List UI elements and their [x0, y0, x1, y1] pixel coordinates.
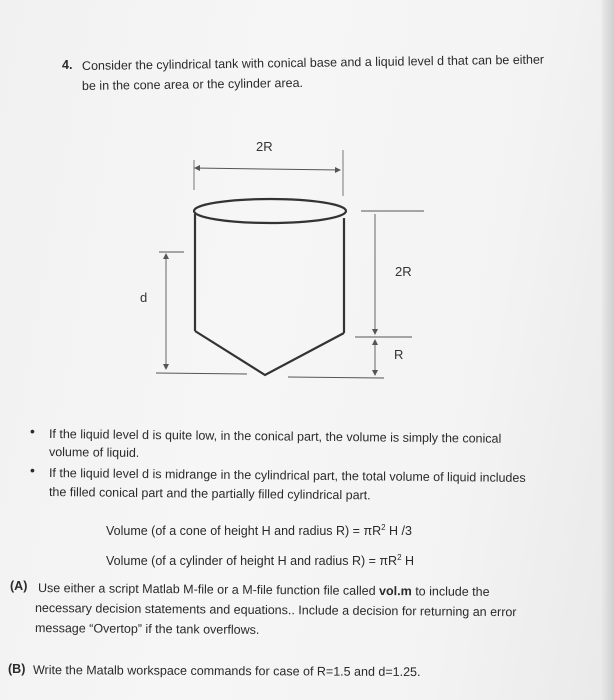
- d-bottom-extension: [156, 373, 247, 374]
- tank-cone: [195, 331, 344, 375]
- bullet-1-line-2: volume of liquid.: [48, 445, 140, 460]
- part-b-text: Write the Matalb workspace commands for case of R=1.5 and d=1.25.: [32, 663, 421, 680]
- arrowhead-right: [335, 167, 341, 173]
- tank-top-ellipse: [194, 199, 346, 223]
- cone-volume-formula: [106, 520, 412, 539]
- part-a-line-2: necessary decision statements and equations.. Include a decision for returning an error: [34, 601, 517, 620]
- bullet-1-line-1: If the liquid level d is quite low, in the conical part, the volume is simply the conical: [48, 427, 502, 446]
- part-a-line-3: message “Overtop” if the tank overflows.: [34, 621, 260, 637]
- cyl-formula-exp: 2: [397, 553, 402, 562]
- cone-formula-exp: 2: [381, 523, 386, 532]
- arrowhead-R-down: [372, 370, 378, 376]
- arrowhead-d-up: [163, 253, 169, 259]
- part-a-filename: vol.m: [379, 583, 412, 599]
- cyl-formula-expr-b: H: [401, 554, 415, 569]
- part-b-label: (B): [8, 662, 26, 676]
- part-a-line-1-post: to include the: [411, 584, 490, 599]
- arrowhead-2R-down: [372, 329, 378, 335]
- label-bottom-R: R: [394, 347, 404, 362]
- width-dimension-line: [194, 168, 340, 170]
- question-line-1: Consider the cylindrical tank with conical base and a liquid level d that can be either: [81, 52, 545, 73]
- cyl-formula-text: Volume (of a cylinder of height H and radius R) =: [106, 554, 380, 569]
- part-a-line-1-pre: Use either a script Matlab M-file or a M-file function file called: [37, 581, 380, 598]
- arrowhead-d-down: [163, 364, 169, 370]
- cylinder-volume-formula: [106, 550, 414, 569]
- cyl-formula-expr-a: πR: [379, 554, 398, 569]
- cone-formula-text: Volume (of a cone of height H and radius R) =: [106, 524, 364, 539]
- bullet-dot-2: •: [30, 462, 35, 478]
- cone-formula-expr-a: πR: [363, 524, 382, 539]
- label-top-2R: 2R: [256, 139, 273, 154]
- bullet-2-line-2: the filled conical part and the partially filled cylindrical part.: [48, 485, 371, 503]
- question-line-2: be in the cone area or the cylinder area.: [81, 75, 304, 93]
- label-left-d: d: [140, 290, 148, 305]
- label-right-2R: 2R: [395, 264, 412, 279]
- cone-formula-expr-b: H /3: [385, 524, 412, 539]
- part-a-label: (A): [10, 579, 28, 593]
- bullet-dot-1: •: [30, 423, 35, 439]
- arrowhead-left: [194, 165, 200, 171]
- right-bottom-extension: [288, 377, 384, 378]
- arrowhead-R-up: [372, 339, 378, 345]
- question-number: 4.: [62, 58, 73, 72]
- bullet-2-line-1: If the liquid level d is midrange in the cylindrical part, the total volume of liquid includes: [48, 466, 526, 485]
